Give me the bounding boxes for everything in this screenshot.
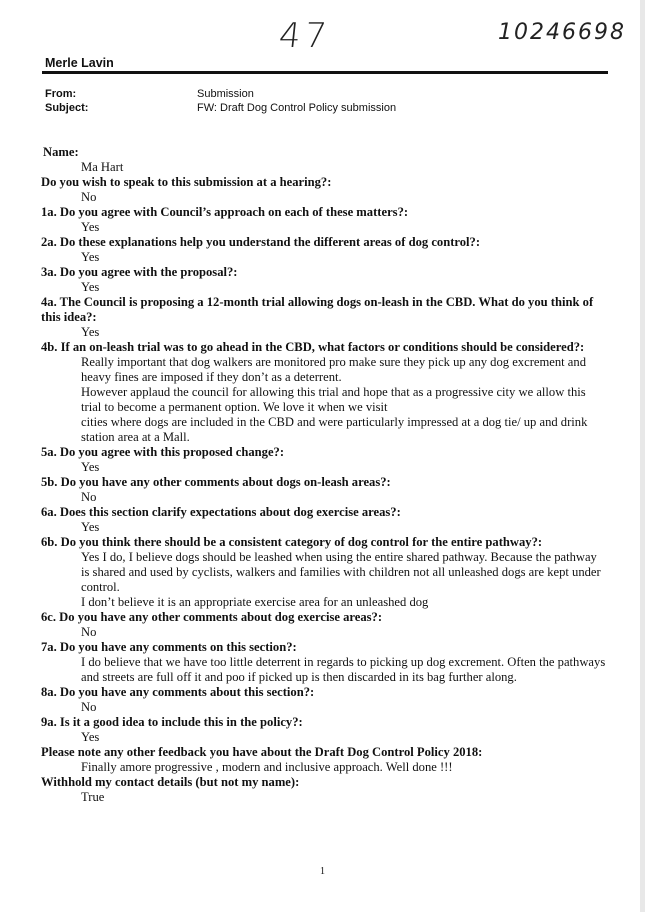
question-7a: 7a. Do you have any comments on this section?: xyxy=(41,640,297,654)
answer-8a xyxy=(81,700,606,715)
answer-6c xyxy=(81,625,606,640)
question-feedback: Please note any other feedback you have about the Draft Dog Control Policy 2018: xyxy=(41,745,483,759)
question-5a: 5a. Do you agree with this proposed change?: xyxy=(41,445,285,459)
question-6b: 6b. Do you think there should be a consistent category of dog control for the entire pathway?: xyxy=(41,535,543,549)
question-withhold: Withhold my contact details (but not my name): xyxy=(41,775,300,789)
name-answer xyxy=(81,160,606,175)
question-6c: 6c. Do you have any other comments about dog exercise areas?: xyxy=(41,610,383,624)
question-3a: 3a. Do you agree with the proposal?: xyxy=(41,265,238,279)
answer-4a xyxy=(81,325,606,340)
answer-7a xyxy=(81,655,606,685)
answer-text: Yes xyxy=(81,520,100,534)
answer-text: True xyxy=(81,790,105,804)
question-5b: 5b. Do you have any other comments about dogs on-leash areas?: xyxy=(41,475,391,489)
answer-text: Yes xyxy=(81,730,100,744)
answer-3a xyxy=(81,280,606,295)
from-label: From: xyxy=(45,88,77,100)
question-hearing: Do you wish to speak to this submission at a hearing?: xyxy=(41,175,332,189)
question-1a: 1a. Do you agree with Council’s approach on each of these matters?: xyxy=(41,205,409,219)
question-4b: 4b. If an on-leash trial was to go ahead in the CBD, what factors or conditions should be considered?: xyxy=(41,340,585,354)
answer-text: Ma Hart xyxy=(81,160,124,174)
question-4a: 4a. The Council is proposing a 12-month trial allowing dogs on-leash in the CBD. What do you think of this idea?: xyxy=(41,295,594,324)
answer-hearing xyxy=(81,190,606,205)
answer-text: I do believe that we have too little deterrent in regards to picking up dog excrement. Often the pathways and streets are full off it and poo if picked up is then discarded in its bag further along. xyxy=(81,655,606,684)
handwritten-record-number: 10246698 xyxy=(498,20,626,45)
answer-text: No xyxy=(81,190,97,204)
answer-text: I don’t believe it is an appropriate exercise area for an unleashed dog xyxy=(81,595,429,609)
question-2a: 2a. Do these explanations help you understand the different areas of dog control?: xyxy=(41,235,481,249)
answer-text: Yes xyxy=(81,220,100,234)
answer-feedback xyxy=(81,760,606,775)
answer-text: No xyxy=(81,700,97,714)
answer-text: Yes xyxy=(81,280,100,294)
answer-4b xyxy=(81,355,606,445)
submission-body xyxy=(41,145,606,805)
question-6a: 6a. Does this section clarify expectations about dog exercise areas?: xyxy=(41,505,401,519)
sender-name: Merle Lavin xyxy=(45,56,114,70)
header-divider xyxy=(42,71,608,74)
name-label: Name: xyxy=(43,145,79,159)
answer-6b xyxy=(81,550,606,610)
answer-text: Yes xyxy=(81,325,100,339)
subject-value: FW: Draft Dog Control Policy submission xyxy=(197,102,397,114)
answer-2a xyxy=(81,250,606,265)
answer-text: Really important that dog walkers are monitored pro make sure they pick up any dog excrement and heavy fines are imposed if they don’t as a deterrent. xyxy=(81,355,586,384)
answer-text: Yes xyxy=(81,250,100,264)
answer-withhold xyxy=(81,790,606,805)
answer-9a xyxy=(81,730,606,745)
answer-text: No xyxy=(81,490,97,504)
page-number: 1 xyxy=(320,866,325,877)
answer-1a xyxy=(81,220,606,235)
answer-text: Finally amore progressive , modern and inclusive approach. Well done !!! xyxy=(81,760,453,774)
answer-text: Yes I do, I believe dogs should be leashed when using the entire shared pathway. Because the pathway is shared and used by cyclists, walkers and families with children not all unleashed dogs are kept under control. xyxy=(81,550,601,594)
handwritten-page-ref: 47 xyxy=(276,16,333,56)
answer-5b xyxy=(81,490,606,505)
answer-text: No xyxy=(81,625,97,639)
answer-text: Yes xyxy=(81,460,100,474)
question-9a: 9a. Is it a good idea to include this in the policy?: xyxy=(41,715,303,729)
subject-label: Subject: xyxy=(45,102,89,114)
answer-6a xyxy=(81,520,606,535)
answer-5a xyxy=(81,460,606,475)
scan-edge xyxy=(640,0,645,912)
answer-text: cities where dogs are included in the CBD and were particularly impressed at a dog tie/ up and drink station area at a Mall. xyxy=(81,415,588,444)
answer-text: However applaud the council for allowing this trial and hope that as a progressive city we allow this trial to become a permanent option. We love it when we visit xyxy=(81,385,586,414)
question-8a: 8a. Do you have any comments about this section?: xyxy=(41,685,315,699)
from-value: Submission xyxy=(197,88,254,100)
